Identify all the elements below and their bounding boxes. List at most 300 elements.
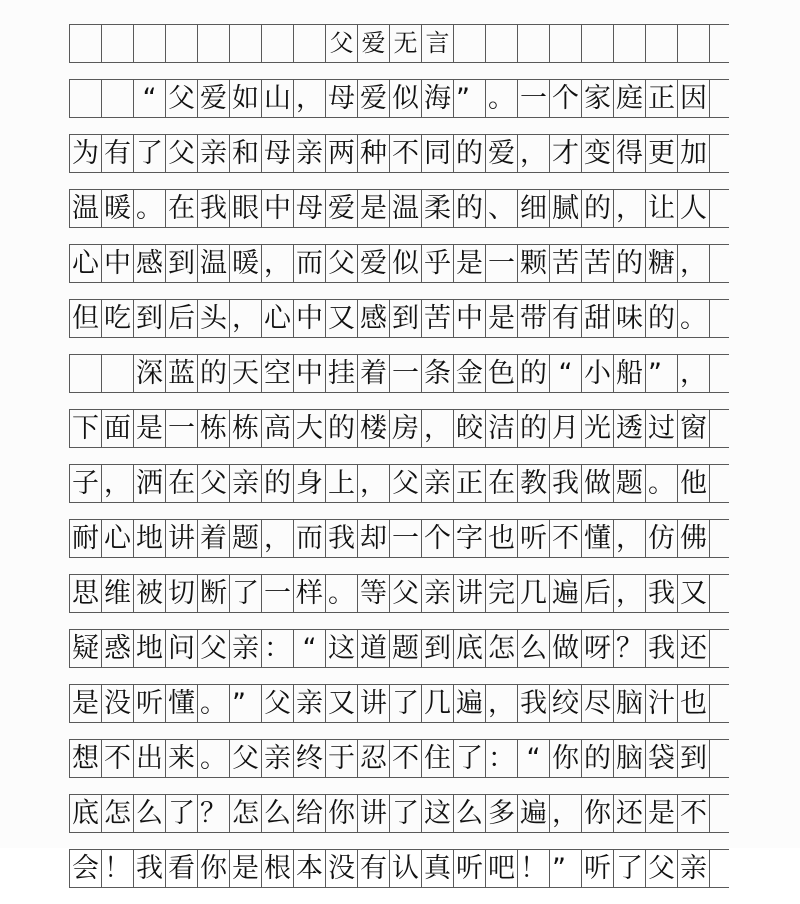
grid-cell: 头 — [198, 300, 230, 337]
grid-cell: 亲 — [678, 850, 710, 887]
grid-cell: 我 — [326, 520, 358, 557]
grid-cell: 心 — [262, 300, 294, 337]
grid-cell — [70, 355, 102, 392]
grid-cell: 汁 — [646, 685, 678, 722]
grid-cell — [262, 25, 294, 62]
text-line — [69, 629, 729, 668]
text-line — [69, 409, 729, 448]
grid-cell — [102, 80, 134, 117]
grid-cell: 房 — [390, 410, 422, 447]
grid-cell: 两 — [326, 135, 358, 172]
grid-cell: ， — [550, 795, 582, 832]
grid-cell: 条 — [422, 355, 454, 392]
grid-cell: 一 — [486, 245, 518, 282]
grid-cell: ， — [422, 410, 454, 447]
grid-cell: 颗 — [518, 245, 550, 282]
grid-cell: ： — [486, 740, 518, 777]
grid-cell: ， — [486, 685, 518, 722]
grid-cell: ” — [550, 850, 582, 887]
grid-cell: 上 — [326, 465, 358, 502]
grid-cell: 亲 — [294, 135, 326, 172]
grid-cell: 后 — [166, 300, 198, 337]
grid-cell: 父 — [198, 630, 230, 667]
grid-cell: 是 — [646, 795, 678, 832]
grid-cell: 中 — [454, 300, 486, 337]
grid-cell: 么 — [454, 795, 486, 832]
grid-cell: 讲 — [358, 795, 390, 832]
grid-cell: 听 — [134, 685, 166, 722]
grid-cell: 的 — [326, 410, 358, 447]
grid-cell: 是 — [230, 850, 262, 887]
grid-cell: 一 — [166, 410, 198, 447]
text-line — [69, 299, 729, 338]
grid-cell: 讲 — [454, 575, 486, 612]
grid-cell — [166, 25, 198, 62]
grid-cell: 柔 — [422, 190, 454, 227]
grid-cell: 了 — [390, 685, 422, 722]
grid-cell: 心 — [70, 245, 102, 282]
grid-cell: 让 — [646, 190, 678, 227]
grid-cell: ？ — [614, 630, 646, 667]
grid-cell: 维 — [102, 575, 134, 612]
grid-cell: 深 — [134, 355, 166, 392]
grid-cell: 于 — [326, 740, 358, 777]
grid-cell: 亲 — [422, 575, 454, 612]
grid-cell: 遍 — [454, 685, 486, 722]
grid-cell: 亲 — [294, 685, 326, 722]
text-line — [69, 189, 729, 228]
grid-cell: 母 — [326, 80, 358, 117]
grid-cell: 过 — [646, 410, 678, 447]
grid-cell — [102, 355, 134, 392]
grid-cell: 亲 — [422, 465, 454, 502]
grid-cell: 认 — [390, 850, 422, 887]
grid-cell: 做 — [550, 630, 582, 667]
grid-cell: 苦 — [550, 245, 582, 282]
text-line — [69, 794, 729, 833]
grid-cell: 后 — [582, 575, 614, 612]
grid-cell: 变 — [582, 135, 614, 172]
grid-cell: 爱 — [486, 135, 518, 172]
grid-cell: 亲 — [230, 630, 262, 667]
grid-cell: 爱 — [326, 190, 358, 227]
grid-cell: 个 — [550, 80, 582, 117]
grid-cell: 我 — [518, 685, 550, 722]
grid-cell: 在 — [486, 465, 518, 502]
grid-cell: 母 — [262, 135, 294, 172]
grid-cell: 无 — [390, 25, 422, 62]
grid-cell: 庭 — [614, 80, 646, 117]
grid-cell: 字 — [454, 520, 486, 557]
grid-cell: 加 — [678, 135, 710, 172]
grid-cell: “ — [134, 80, 166, 117]
grid-cell: 却 — [358, 520, 390, 557]
grid-cell: 到 — [678, 740, 710, 777]
grid-cell: 题 — [390, 630, 422, 667]
text-line — [69, 849, 729, 888]
grid-cell: 父 — [646, 850, 678, 887]
grid-cell: 切 — [166, 575, 198, 612]
grid-cell: 面 — [102, 410, 134, 447]
grid-cell: 住 — [422, 740, 454, 777]
grid-cell: 为 — [70, 135, 102, 172]
grid-cell: 没 — [102, 685, 134, 722]
grid-cell: 多 — [486, 795, 518, 832]
grid-cell: 么 — [518, 630, 550, 667]
grid-cell: 温 — [390, 190, 422, 227]
grid-cell — [294, 25, 326, 62]
grid-cell: 味 — [614, 300, 646, 337]
grid-cell: 下 — [70, 410, 102, 447]
grid-cell: 是 — [70, 685, 102, 722]
title-row — [69, 24, 729, 63]
grid-cell: 不 — [390, 135, 422, 172]
grid-cell: 你 — [582, 795, 614, 832]
grid-cell: ， — [518, 135, 550, 172]
grid-cell — [678, 25, 710, 62]
grid-cell: 了 — [134, 135, 166, 172]
grid-cell: 到 — [422, 630, 454, 667]
grid-cell: 中 — [262, 190, 294, 227]
grid-cell: 几 — [422, 685, 454, 722]
grid-cell: 着 — [198, 520, 230, 557]
grid-cell: “ — [550, 355, 582, 392]
grid-cell: 他 — [678, 465, 710, 502]
grid-cell: 耐 — [70, 520, 102, 557]
grid-cell: 父 — [326, 25, 358, 62]
grid-cell: 懂 — [582, 520, 614, 557]
grid-cell: 亲 — [230, 465, 262, 502]
grid-cell: 透 — [614, 410, 646, 447]
grid-cell: 到 — [166, 245, 198, 282]
grid-cell: 么 — [134, 795, 166, 832]
grid-cell: 吧 — [486, 850, 518, 887]
grid-cell: 金 — [454, 355, 486, 392]
text-line — [69, 739, 729, 778]
grid-cell: 了 — [230, 575, 262, 612]
grid-cell: 中 — [294, 300, 326, 337]
text-line — [69, 244, 729, 283]
grid-cell: 了 — [390, 795, 422, 832]
grid-cell: 天 — [230, 355, 262, 392]
grid-cell: 温 — [198, 245, 230, 282]
grid-cell: 怎 — [102, 795, 134, 832]
grid-cell: 怎 — [230, 795, 262, 832]
grid-cell: 等 — [358, 575, 390, 612]
grid-cell: 有 — [358, 850, 390, 887]
grid-cell: 。 — [198, 740, 230, 777]
grid-cell: 疑 — [70, 630, 102, 667]
grid-cell: 。 — [134, 190, 166, 227]
grid-cell: 而 — [294, 520, 326, 557]
grid-cell: 色 — [486, 355, 518, 392]
grid-cell: 的 — [198, 355, 230, 392]
grid-cell: 不 — [390, 740, 422, 777]
grid-cell: 不 — [102, 740, 134, 777]
grid-cell: ， — [614, 190, 646, 227]
grid-cell: 父 — [166, 80, 198, 117]
grid-cell: 么 — [262, 795, 294, 832]
grid-cell: 绞 — [550, 685, 582, 722]
grid-cell: 。 — [678, 300, 710, 337]
grid-cell: 糖 — [646, 245, 678, 282]
grid-cell: 你 — [326, 795, 358, 832]
grid-cell: 子 — [70, 465, 102, 502]
grid-cell: 而 — [294, 245, 326, 282]
grid-cell: 有 — [102, 135, 134, 172]
grid-cell: 窗 — [678, 410, 710, 447]
text-line — [69, 574, 729, 613]
grid-cell: 洁 — [486, 410, 518, 447]
grid-cell: 真 — [422, 850, 454, 887]
grid-cell: 挂 — [326, 355, 358, 392]
grid-cell: 听 — [454, 850, 486, 887]
grid-cell: 又 — [326, 300, 358, 337]
grid-cell: 讲 — [358, 685, 390, 722]
grid-cell: 山 — [262, 80, 294, 117]
grid-cell: 暖 — [102, 190, 134, 227]
grid-cell: 完 — [486, 575, 518, 612]
grid-cell: ， — [294, 80, 326, 117]
grid-cell: 出 — [134, 740, 166, 777]
grid-cell: 本 — [294, 850, 326, 887]
grid-cell: 人 — [678, 190, 710, 227]
grid-cell — [646, 25, 678, 62]
grid-cell: 终 — [294, 740, 326, 777]
grid-cell: 是 — [486, 300, 518, 337]
grid-cell: 苦 — [422, 300, 454, 337]
grid-cell: 一 — [390, 355, 422, 392]
grid-cell — [582, 25, 614, 62]
grid-cell: 温 — [70, 190, 102, 227]
grid-cell: 。 — [486, 80, 518, 117]
grid-cell: ， — [358, 465, 390, 502]
grid-cell: 一 — [262, 575, 294, 612]
grid-cell: 是 — [454, 245, 486, 282]
grid-cell: ， — [262, 520, 294, 557]
grid-cell: ， — [614, 520, 646, 557]
grid-cell: 会 — [70, 850, 102, 887]
text-line — [69, 519, 729, 558]
grid-cell: 题 — [614, 465, 646, 502]
grid-cell: 的 — [454, 135, 486, 172]
grid-cell — [70, 80, 102, 117]
grid-cell: 在 — [166, 190, 198, 227]
grid-cell: 教 — [518, 465, 550, 502]
grid-cell: 又 — [326, 685, 358, 722]
grid-cell: 言 — [422, 25, 454, 62]
grid-cell: 亲 — [198, 135, 230, 172]
text-line — [69, 354, 729, 393]
grid-cell: 来 — [166, 740, 198, 777]
grid-cell: 暖 — [230, 245, 262, 282]
grid-cell: 是 — [134, 410, 166, 447]
grid-cell: 父 — [230, 740, 262, 777]
grid-cell: 如 — [230, 80, 262, 117]
grid-cell: 怎 — [486, 630, 518, 667]
grid-cell: 父 — [198, 465, 230, 502]
grid-cell: 月 — [550, 410, 582, 447]
text-line — [69, 464, 729, 503]
grid-cell: 眼 — [230, 190, 262, 227]
grid-cell: “ — [518, 740, 550, 777]
grid-cell: 有 — [550, 300, 582, 337]
grid-cell: 佛 — [678, 520, 710, 557]
grid-cell: 忍 — [358, 740, 390, 777]
grid-cell: 道 — [358, 630, 390, 667]
grid-cell: 正 — [454, 465, 486, 502]
grid-cell: 更 — [646, 135, 678, 172]
grid-cell: 想 — [70, 740, 102, 777]
grid-cell: 母 — [294, 190, 326, 227]
grid-cell: 的 — [454, 190, 486, 227]
grid-cell: ， — [614, 575, 646, 612]
grid-cell: 个 — [422, 520, 454, 557]
grid-cell: 一 — [518, 80, 550, 117]
grid-cell — [550, 25, 582, 62]
grid-cell: 爱 — [358, 80, 390, 117]
grid-cell: 种 — [358, 135, 390, 172]
grid-cell: 在 — [166, 465, 198, 502]
grid-cell: ， — [230, 300, 262, 337]
grid-cell: 海 — [422, 80, 454, 117]
grid-cell: 、 — [486, 190, 518, 227]
grid-cell: 地 — [134, 630, 166, 667]
grid-cell: 我 — [198, 190, 230, 227]
grid-cell: ， — [678, 245, 710, 282]
grid-cell — [198, 25, 230, 62]
grid-cell: 地 — [134, 520, 166, 557]
grid-cell: 的 — [582, 190, 614, 227]
grid-cell: ， — [678, 355, 710, 392]
grid-cell — [486, 25, 518, 62]
grid-cell: 遍 — [550, 575, 582, 612]
grid-cell: 的 — [614, 245, 646, 282]
grid-cell: 楼 — [358, 410, 390, 447]
grid-cell: 我 — [646, 630, 678, 667]
grid-cell — [134, 25, 166, 62]
grid-cell: 你 — [198, 850, 230, 887]
grid-cell: 船 — [614, 355, 646, 392]
grid-cell: 遍 — [518, 795, 550, 832]
grid-cell: 我 — [550, 465, 582, 502]
grid-cell: 呀 — [582, 630, 614, 667]
grid-cell: 问 — [166, 630, 198, 667]
grid-cell: 样 — [294, 575, 326, 612]
grid-cell: 皎 — [454, 410, 486, 447]
grid-cell: 心 — [102, 520, 134, 557]
grid-cell: 讲 — [166, 520, 198, 557]
grid-cell: 洒 — [134, 465, 166, 502]
grid-cell: 小 — [582, 355, 614, 392]
grid-cell: 还 — [614, 795, 646, 832]
grid-cell: 的 — [582, 740, 614, 777]
grid-cell: 感 — [134, 245, 166, 282]
grid-cell: 到 — [390, 300, 422, 337]
grid-cell — [102, 25, 134, 62]
writing-grid — [69, 24, 729, 904]
grid-cell: 空 — [262, 355, 294, 392]
grid-cell: 断 — [198, 575, 230, 612]
grid-cell: 的 — [646, 300, 678, 337]
grid-cell: 似 — [390, 80, 422, 117]
grid-cell: 父 — [390, 465, 422, 502]
grid-cell: 父 — [326, 245, 358, 282]
grid-cell: 苦 — [582, 245, 614, 282]
grid-cell: 是 — [358, 190, 390, 227]
grid-cell: 腻 — [550, 190, 582, 227]
grid-cell: 了 — [454, 740, 486, 777]
grid-cell: 一 — [390, 520, 422, 557]
grid-cell: 。 — [326, 575, 358, 612]
grid-cell: 父 — [390, 575, 422, 612]
grid-cell: 细 — [518, 190, 550, 227]
text-line — [69, 684, 729, 723]
grid-cell: 身 — [294, 465, 326, 502]
grid-cell: 甜 — [582, 300, 614, 337]
grid-cell: 但 — [70, 300, 102, 337]
grid-cell: 蓝 — [166, 355, 198, 392]
grid-cell: 爱 — [198, 80, 230, 117]
grid-cell: 尽 — [582, 685, 614, 722]
grid-cell: ” — [230, 685, 262, 722]
grid-cell: 脑 — [614, 740, 646, 777]
text-line — [69, 134, 729, 173]
grid-cell: 。 — [646, 465, 678, 502]
grid-cell: “ — [294, 630, 326, 667]
grid-cell: 脑 — [614, 685, 646, 722]
grid-cell — [70, 25, 102, 62]
grid-cell: 惑 — [102, 630, 134, 667]
grid-cell: ” — [646, 355, 678, 392]
grid-cell: 栋 — [198, 410, 230, 447]
grid-cell: ！ — [518, 850, 550, 887]
grid-cell: ， — [102, 465, 134, 502]
text-line — [69, 79, 729, 118]
grid-cell: 被 — [134, 575, 166, 612]
grid-cell: 的 — [262, 465, 294, 502]
grid-cell: 爱 — [358, 245, 390, 282]
grid-cell: 和 — [230, 135, 262, 172]
grid-cell: 的 — [518, 355, 550, 392]
grid-cell: 的 — [518, 410, 550, 447]
grid-cell — [454, 25, 486, 62]
grid-cell: 题 — [230, 520, 262, 557]
grid-cell: 也 — [486, 520, 518, 557]
grid-cell: 栋 — [230, 410, 262, 447]
grid-cell: 做 — [582, 465, 614, 502]
grid-cell: 底 — [70, 795, 102, 832]
grid-cell — [614, 25, 646, 62]
grid-cell: 又 — [678, 575, 710, 612]
grid-cell: 这 — [422, 795, 454, 832]
grid-cell: 吃 — [102, 300, 134, 337]
grid-cell: 爱 — [358, 25, 390, 62]
grid-cell: ” — [454, 80, 486, 117]
grid-cell: 给 — [294, 795, 326, 832]
grid-cell: 还 — [678, 630, 710, 667]
grid-cell: 我 — [646, 575, 678, 612]
grid-cell: 思 — [70, 575, 102, 612]
grid-cell: 看 — [166, 850, 198, 887]
grid-cell: 得 — [614, 135, 646, 172]
grid-cell: 父 — [262, 685, 294, 722]
grid-cell: 因 — [678, 80, 710, 117]
grid-cell: 底 — [454, 630, 486, 667]
grid-cell: ： — [262, 630, 294, 667]
grid-cell: 不 — [678, 795, 710, 832]
grid-cell: 光 — [582, 410, 614, 447]
